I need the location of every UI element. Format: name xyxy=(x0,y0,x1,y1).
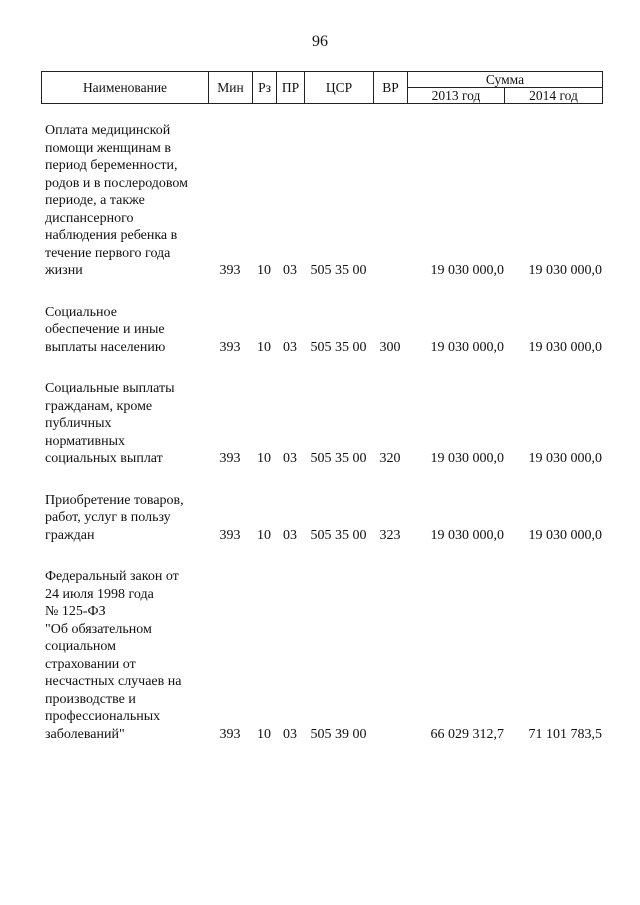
table-row xyxy=(41,492,602,545)
row-sum-2014: 19 030 000,0 xyxy=(528,527,602,543)
row-min: 393 xyxy=(219,263,241,278)
row-sum-2013: 19 030 000,0 xyxy=(430,527,504,543)
row-sum-2014: 19 030 000,0 xyxy=(528,339,602,355)
row-name-line: профессиональных xyxy=(45,709,161,724)
row-csr: 505 39 00 xyxy=(310,726,367,742)
row-vr: 323 xyxy=(379,527,401,543)
row-name xyxy=(41,492,208,545)
row-min: 393 xyxy=(219,339,241,355)
row-csr: 505 35 00 xyxy=(310,527,367,543)
row-name-line: социальном xyxy=(45,639,116,654)
row-pr: 03 xyxy=(283,726,297,742)
row-name-line: периоде, а также xyxy=(45,193,145,208)
row-name-line: Оплата медицинской xyxy=(45,123,171,138)
row-name-line: Федеральный закон от xyxy=(45,569,179,584)
table-row xyxy=(41,568,602,743)
row-rz: 10 xyxy=(257,726,271,742)
row-pr: 03 xyxy=(283,263,297,278)
row-name-line: 24 июля 1998 года xyxy=(45,586,154,602)
row-rz: 10 xyxy=(257,451,271,466)
row-name-line: "Об обязательном xyxy=(45,621,152,637)
row-name-line: публичных xyxy=(45,416,112,431)
header-year-2013: 2013 год xyxy=(408,88,505,104)
row-sum-2013: 19 030 000,0 xyxy=(430,339,504,355)
row-pr: 03 xyxy=(283,527,297,543)
row-min: 393 xyxy=(219,527,241,543)
table-row xyxy=(41,122,602,280)
budget-table xyxy=(41,122,602,743)
row-pr: 03 xyxy=(283,451,297,466)
row-vr xyxy=(373,122,407,280)
row-name xyxy=(41,122,208,280)
table-header xyxy=(41,71,603,104)
row-rz: 10 xyxy=(257,339,271,355)
row-name-line: Приобретение товаров, xyxy=(45,492,184,508)
row-rz: 10 xyxy=(257,527,271,543)
row-rz: 10 xyxy=(257,263,271,278)
table-row xyxy=(41,304,602,357)
page-number: 96 xyxy=(312,33,328,50)
row-name-line: несчастных случаев на xyxy=(45,674,182,689)
row-name xyxy=(41,568,208,743)
row-name-line: № 125-ФЗ xyxy=(45,604,106,619)
row-name-line: выплаты населению xyxy=(45,339,166,355)
row-name-line: наблюдения ребенка в xyxy=(45,228,178,243)
row-name xyxy=(41,380,208,468)
row-name-line: страховании от xyxy=(45,656,136,672)
row-sum-2014: 19 030 000,0 xyxy=(528,263,602,278)
header-rz: Рз xyxy=(253,72,277,104)
row-name-line: родов и в послеродовом xyxy=(45,175,189,191)
row-csr: 505 35 00 xyxy=(310,339,367,355)
header-min: Мин xyxy=(209,72,253,104)
row-name-line: жизни xyxy=(45,263,83,278)
row-min: 393 xyxy=(219,726,241,742)
row-name-line: диспансерного xyxy=(45,210,134,226)
row-name-line: работ, услуг в пользу xyxy=(45,510,171,525)
row-name-line: обеспечение и иные xyxy=(45,322,165,337)
row-name-line: период беременности, xyxy=(45,158,178,173)
row-sum-2014: 19 030 000,0 xyxy=(528,451,602,466)
row-name-line: гражданам, кроме xyxy=(45,398,153,414)
row-name-line: производстве и xyxy=(45,691,136,707)
row-csr: 505 35 00 xyxy=(310,451,367,466)
header-pr: ПР xyxy=(277,72,305,104)
row-vr: 300 xyxy=(379,339,401,355)
row-vr xyxy=(373,568,407,743)
row-sum-2013: 19 030 000,0 xyxy=(430,263,504,278)
header-name: Наименование xyxy=(42,72,209,104)
row-min: 393 xyxy=(219,451,241,466)
row-name-line: помощи женщинам в xyxy=(45,140,171,156)
row-sum-2013: 66 029 312,7 xyxy=(430,726,504,742)
row-sum-2013: 19 030 000,0 xyxy=(430,451,504,466)
row-name-line: нормативных xyxy=(45,433,126,449)
row-pr: 03 xyxy=(283,339,297,355)
row-name xyxy=(41,304,208,357)
header-vr: ВР xyxy=(374,72,408,104)
row-vr: 320 xyxy=(379,451,401,466)
table-row xyxy=(41,380,602,468)
row-sum-2014: 71 101 783,5 xyxy=(528,726,602,742)
row-name-line: Социальное xyxy=(45,304,117,320)
row-name-line: заболеваний" xyxy=(45,726,125,742)
row-name-line: течение первого года xyxy=(45,245,171,261)
header-sum: Сумма xyxy=(408,72,603,88)
row-name-line: граждан xyxy=(45,527,95,543)
header-csr: ЦСР xyxy=(305,72,374,104)
header-year-2014: 2014 год xyxy=(505,88,603,104)
row-name-line: Социальные выплаты xyxy=(45,381,175,396)
row-csr: 505 35 00 xyxy=(310,263,367,278)
row-name-line: социальных выплат xyxy=(45,451,163,466)
